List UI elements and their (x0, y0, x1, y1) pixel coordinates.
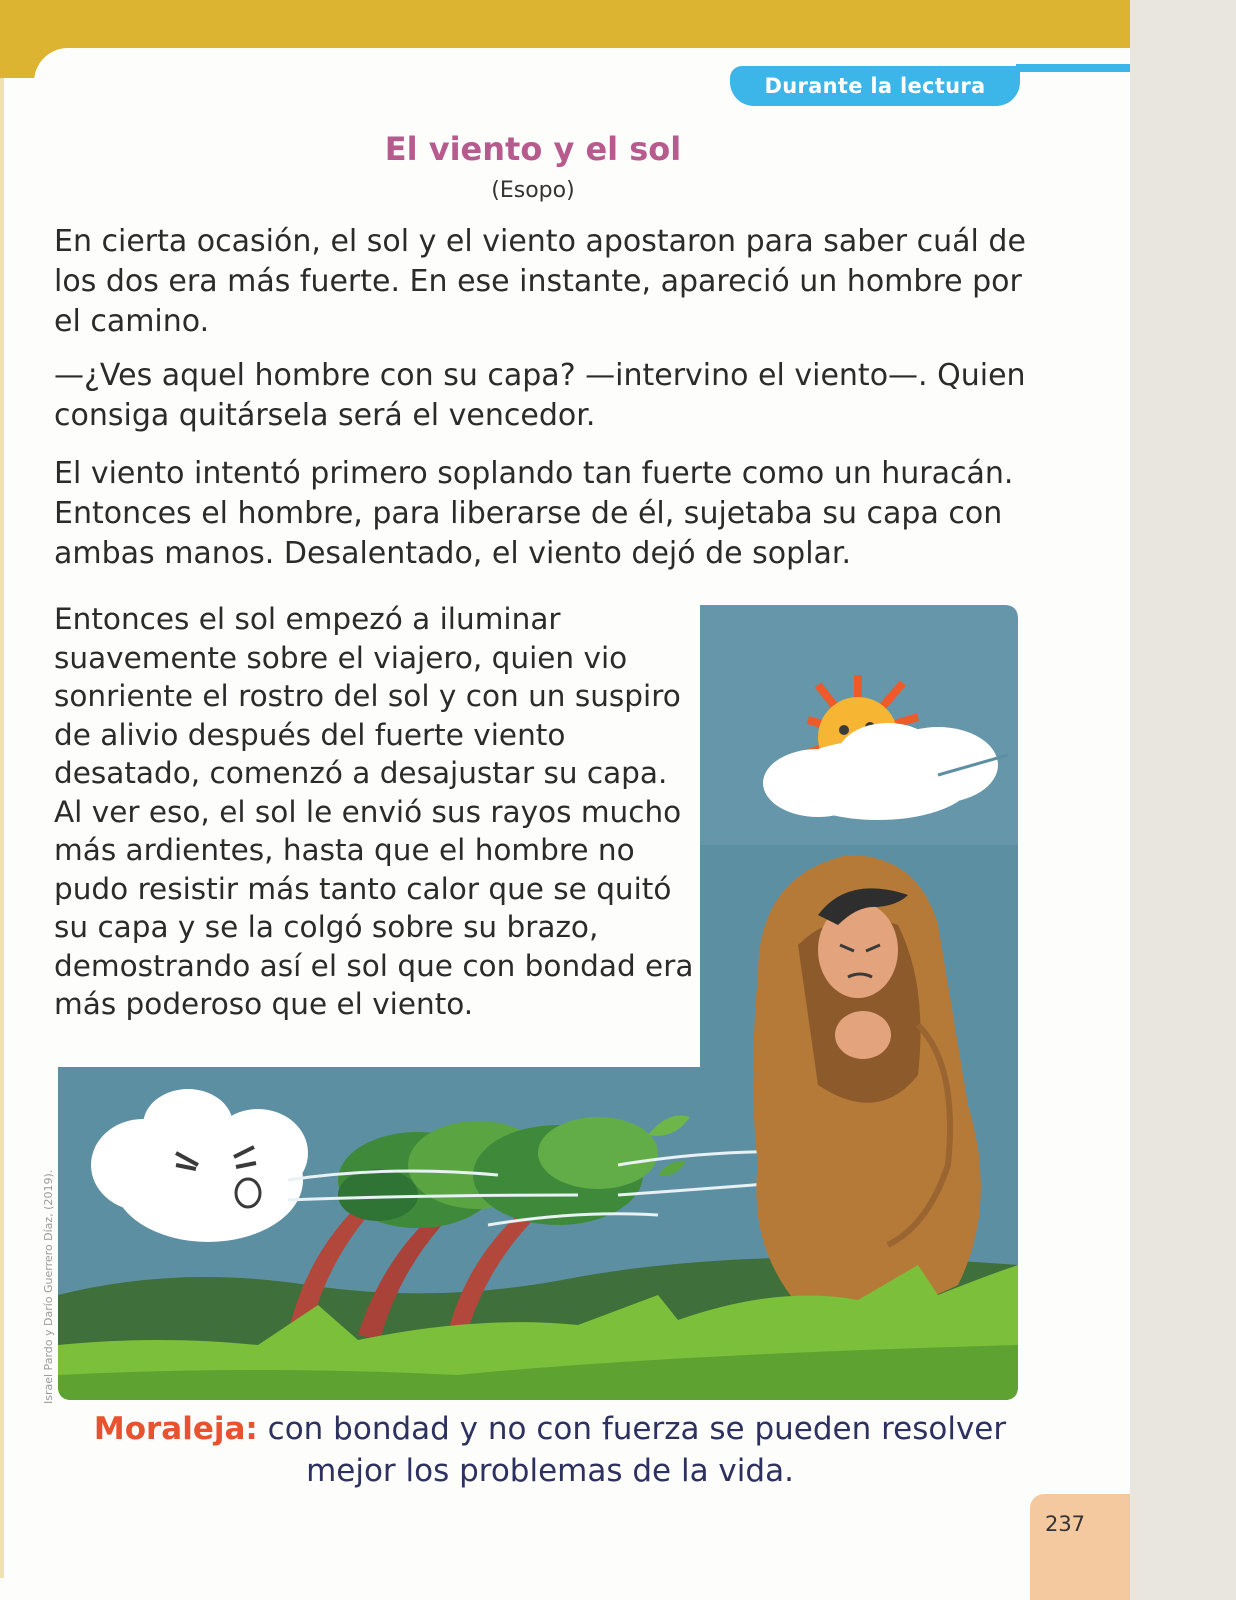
moral (70, 1408, 1030, 1492)
story-paragraph-2: —¿Ves aquel hombre con su capa? —intervino el viento—. Quien consiga quitársela será el vencedor. (54, 358, 1026, 433)
story-author: (Esopo) (491, 178, 575, 203)
illustration-credit (42, 1390, 55, 1404)
page-number: 237 (1044, 1512, 1086, 1536)
story-paragraph-1: En cierta ocasión, el sol y el viento apostaron para saber cuál de los dos era más fuerte. En ese instante, apareció un hombre por el camino. (54, 224, 1026, 339)
story-paragraph-4: Entonces el sol empezó a iluminar suavemente sobre el viajero, quien vio sonriente el rostro del sol y con un suspiro de alivio después del fuerte viento desatado, comenzó a desajustar su capa. Al ver eso, el sol le envió sus rayos mucho más ardientes, hasta que el hombre no pudo resistir más tanto calor que se quitó su capa y se la colgó sobre su brazo, demostrando así el sol que con bondad era más poderoso que el viento. (54, 602, 694, 1021)
section-tab-rule (1016, 64, 1130, 72)
moral-text: con bondad y no con fuerza se pueden resolver mejor los problemas de la vida. (267, 1411, 1007, 1489)
left-margin-strip (0, 78, 4, 1578)
page-number-box (1030, 1494, 1130, 1600)
story-title: El viento y el sol (384, 130, 682, 168)
section-tab: Durante la lectura (730, 66, 1020, 106)
story-paragraph-3: El viento intentó primero soplando tan fuerte como un huracán. Entonces el hombre, para liberarse de él, sujetaba su capa con ambas manos. Desalentado, el viento dejó de soplar. (54, 456, 1014, 571)
moral-label: Moraleja: (93, 1411, 258, 1447)
